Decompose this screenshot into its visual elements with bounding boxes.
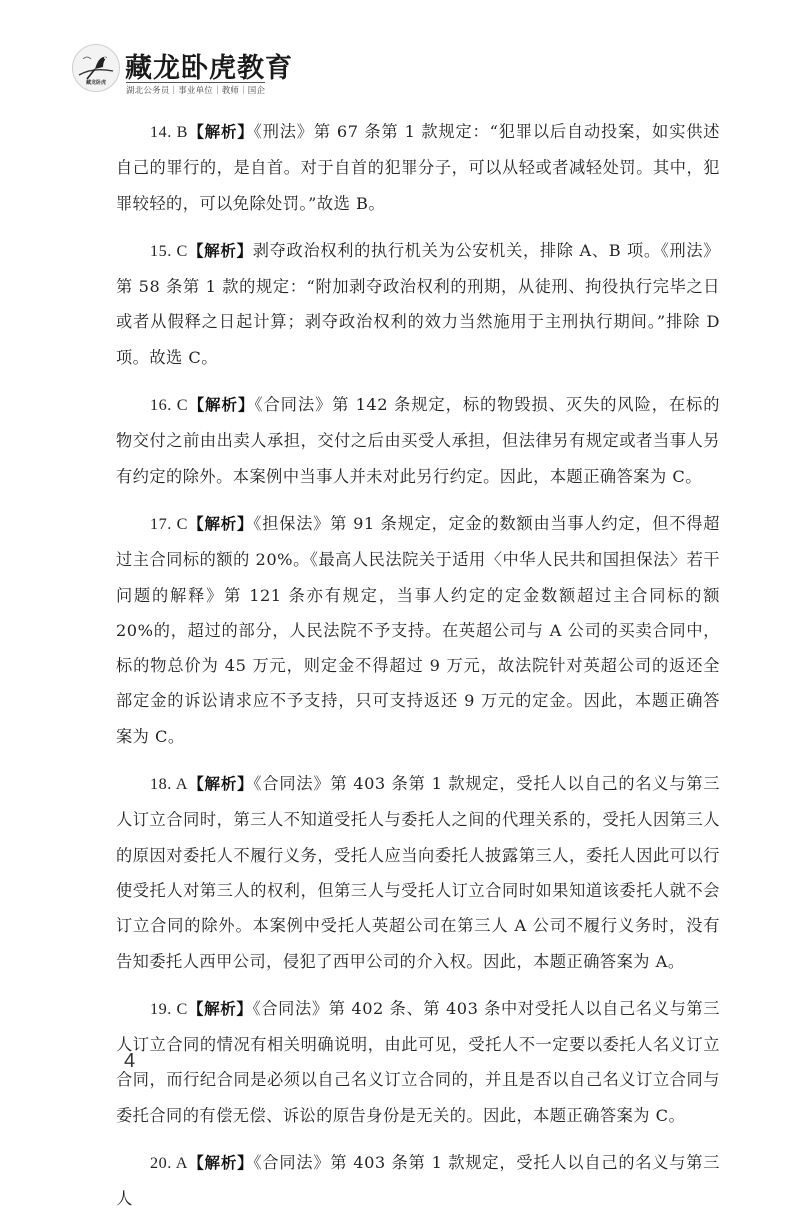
explanation-paragraph [116,1145,720,1217]
analysis-tag: 【解析】 [187,123,254,141]
explanation-text: 《合同法》第 403 条第 1 款规定，受托人以自己的名义与第三人订立合同时，第三人不知道受托人与委托人之间的代理关系的，受托人因第三人的原因对委托人不履行义务，受托人应当向委托人披露第三人，委托人因此可以行使受托人对第三人的权利，但第三人与受托人订立合同时如果知道该委托人就不会订立合同的除外。本案例中受托人英超公司在第三人 A 公司不履行义务时，没有告知委托人西甲公司，侵犯了西甲公司的介入权。因此，本题正确答案为 A。 [116,774,720,971]
explanation-text: 《合同法》第 402 条、第 403 条中对受托人以自己名义与第三人订立合同的情况有相关明确说明，由此可见，受托人不一定要以委托人名义订立合同，而行纪合同是必须以自己名义订立合同的，并且是否以自己名义订立合同与委托合同的有偿无偿、诉讼的原告身份是无关的。因此，本题正确答案为 C。 [116,998,720,1125]
explanation-paragraph [116,991,720,1133]
explanation-paragraph [116,766,720,979]
explanation-paragraph [116,387,720,494]
analysis-tag: 【解析】 [187,1154,254,1173]
explanation-text: 剥夺政治权利的执行机关为公安机关，排除 A、B 项。《刑法》第 58 条第 1 款的规定：“附加剥夺政治权利的刑期，从徒刑、拘役执行完毕之日或者从假释之日起计算；剥夺政治权利的效力当然施用于主刑执行期间。”排除 D 项。故选 C。 [116,240,720,367]
explanation-text: 《刑法》第 67 条第 1 款规定：“犯罪以后自动投案，如实供述自己的罪行的，是自首。对于自首的犯罪分子，可以从轻或者减轻处罚。其中，犯罪较轻的，可以免除处罚。”故选 B。 [116,122,720,213]
explanation-text: 《合同法》第 403 条第 1 款规定，受托人以自己的名义与第三人 [116,1153,720,1209]
brand-title: 藏龙卧虎教育 [125,53,293,84]
explanation-paragraph [116,506,720,754]
analysis-tag: 【解析】 [188,396,255,415]
question-number: 16. C [150,396,189,415]
analysis-tag: 【解析】 [187,514,254,533]
explanation-text: 《合同法》第 142 条规定，标的物毁损、灭失的风险，在标的物交付之前由出卖人承担，交付之后由买受人承担，但法律另有规定或者当事人另有约定的除外。本案例中当事人并未对此另行约定。因此，本题正确答案为 C。 [116,395,720,486]
question-number: 19. C [150,999,188,1018]
analysis-tag: 【解析】 [187,999,253,1018]
explanation-paragraph [116,114,720,221]
analysis-tag: 【解析】 [187,775,254,794]
brand-logo [72,44,120,92]
question-number: 15. C [150,241,188,260]
logo-caption: 藏龙卧虎 [85,80,106,86]
explanation-paragraph [116,233,720,375]
explanation-text: 《担保法》第 91 条规定，定金的数额由当事人约定，但不得超过主合同标的额的 20%。《最高人民法院关于适用〈中华人民共和国担保法〉若干问题的解释》第 121 条亦有规定，当事人约定的定金数额超过主合同标的额 20%的，超过的部分，人民法院不予支持。在英超公司与 A 公司的买卖合同中，标的物总价为 45 万元，则定金不得超过 9 万元，故法院针对英超公司的返还全部定金的诉讼请求应不予支持，只可支持返还 9 万元的定金。因此，本题正确答案为 C。 [116,513,720,746]
question-number: 14. B [150,123,188,141]
page-header [72,38,372,100]
answer-explanations [116,114,720,1229]
question-number: 17. C [150,514,188,533]
question-number: 20. A [150,1154,188,1173]
analysis-tag: 【解析】 [187,241,253,260]
brand-subtitle: 湖北公务员｜事业单位｜教师｜国企 [126,82,265,96]
question-number: 18. A [150,775,188,794]
page-number: 4 [124,1050,136,1072]
